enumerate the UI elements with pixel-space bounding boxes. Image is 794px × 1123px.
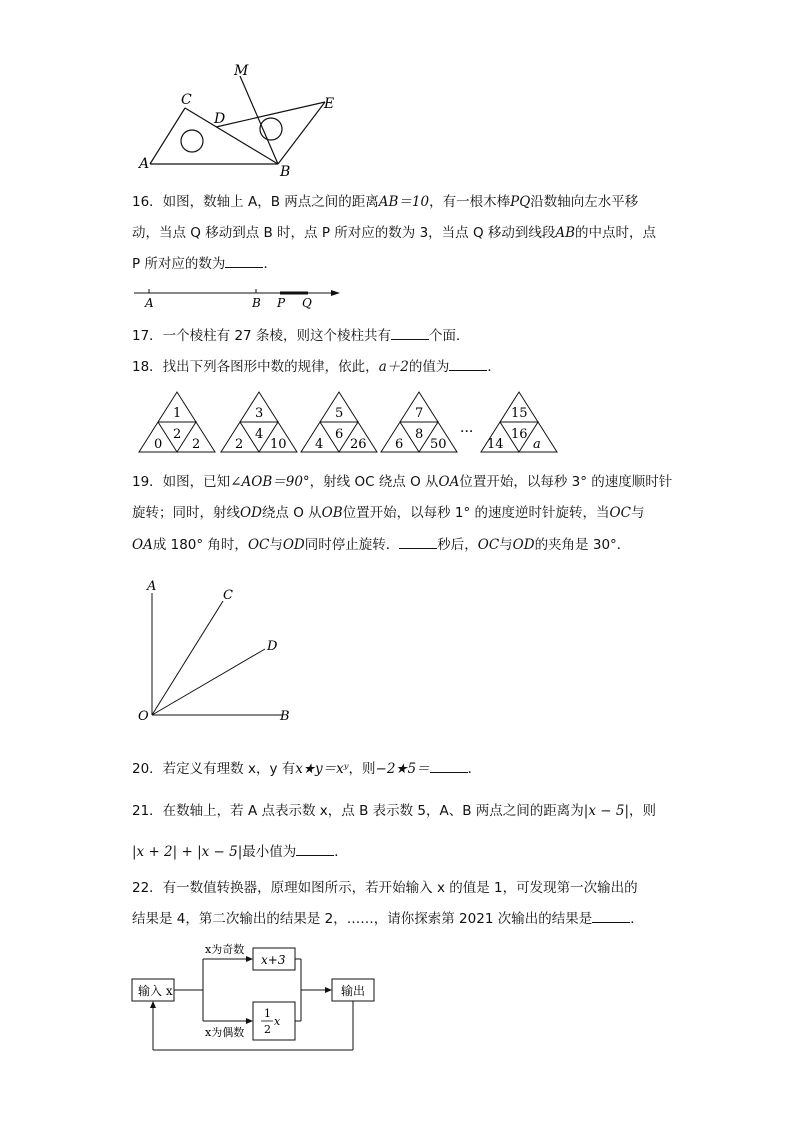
label-M: M xyxy=(234,63,249,79)
tri2-left: 2 xyxy=(235,437,244,452)
tri2-top: 3 xyxy=(255,406,264,421)
q19-angle-figure xyxy=(135,575,305,730)
q16-line1: 16．如图，数轴上 A，B 两点之间的距离AB＝10，有一根木棒PQ沿数轴向左水平移 xyxy=(132,194,639,210)
tri5-mid: 16 xyxy=(511,427,528,442)
tri3-right: 26 xyxy=(350,437,367,452)
odd-branch-label: x为奇数 xyxy=(205,943,245,956)
q22-line1: 22．有一数值转换器，原理如图所示，若开始输入 x 的值是 1，可发现第一次输出的 xyxy=(132,880,638,896)
label-D: D xyxy=(214,111,226,127)
label-C: C xyxy=(181,92,192,108)
q18-line: 18．找出下列各图形中数的规律，依此，a＋2的值为 ． xyxy=(132,359,501,375)
label-A: A xyxy=(147,579,157,594)
fig15-geometry-figure xyxy=(130,60,350,185)
even-box-variable: x xyxy=(274,1015,281,1028)
tri4-left: 6 xyxy=(395,437,404,452)
ellipsis: ··· xyxy=(460,424,474,440)
tri5-right: a xyxy=(533,437,541,452)
answer-blank[interactable] xyxy=(225,255,263,268)
answer-blank[interactable] xyxy=(430,760,468,773)
q16-line3: P 所对应的数为 ． xyxy=(132,256,277,272)
q19-line1: 19．如图，已知∠AOB＝90°，射线 OC 绕点 O 从OA位置开始，以每秒 3° 的速度顺时针 xyxy=(132,474,673,490)
tri1-mid: 2 xyxy=(173,427,182,442)
tri2-right: 10 xyxy=(270,437,287,452)
odd-box-expression: x+3 xyxy=(261,953,286,967)
tri1-left: 0 xyxy=(154,437,163,452)
answer-blank[interactable] xyxy=(399,536,437,549)
answer-blank[interactable] xyxy=(391,327,429,340)
tri2-mid: 4 xyxy=(255,427,264,442)
tri4-mid: 8 xyxy=(415,427,424,442)
tri5-left: 14 xyxy=(487,437,504,452)
answer-blank[interactable] xyxy=(592,910,630,923)
q21-line1: 21．在数轴上，若 A 点表示数 x，点 B 表示数 5，A、B 两点之间的距离为|x − 5|，则 xyxy=(132,803,656,819)
label-B: B xyxy=(280,164,291,180)
input-box-label: 输入 x xyxy=(138,984,173,998)
even-box-denominator: 2 xyxy=(264,1023,271,1036)
tri1-right: 2 xyxy=(192,437,201,452)
label-E: E xyxy=(324,96,335,112)
tri3-left: 4 xyxy=(315,437,324,452)
tri3-top: 5 xyxy=(335,406,344,421)
axis-label-A: A xyxy=(145,296,154,310)
axis-label-B: B xyxy=(252,296,261,310)
q19-line3: OA成 180° 角时，OC与OD同时停止旋转． 秒后，OC与OD的夹角是 30°． xyxy=(132,537,631,553)
q16-number-line xyxy=(130,283,350,313)
even-branch-label: x为偶数 xyxy=(205,1026,245,1039)
even-box-numerator: 1 xyxy=(264,1007,271,1020)
tri1-top: 1 xyxy=(173,406,182,421)
q20-line: 20．若定义有理数 x，y 有x★y＝xʸ，则−2★5＝ ． xyxy=(132,761,482,777)
q18-triangle-sequence xyxy=(135,388,565,456)
tri4-right: 50 xyxy=(430,437,447,452)
q19-line2: 旋转；同时，射线OD绕点 O 从OB位置开始，以每秒 1° 的速度逆时针旋转，当OC与 xyxy=(132,505,645,521)
tri3-mid: 6 xyxy=(335,427,344,442)
axis-label-Q: Q xyxy=(302,296,312,310)
q22-flowchart xyxy=(125,938,385,1058)
answer-blank[interactable] xyxy=(449,358,487,371)
label-A: A xyxy=(139,156,150,172)
label-C: C xyxy=(223,588,233,603)
label-B: B xyxy=(280,709,290,724)
q21-line2: |x + 2| + |x − 5|最小值为 ． xyxy=(132,844,348,860)
q16-line2: 动，当点 Q 移动到点 B 时，点 P 所对应的数为 3，当点 Q 移动到线段AB的中点时，点 xyxy=(132,225,657,241)
answer-blank[interactable] xyxy=(296,843,334,856)
tri4-top: 7 xyxy=(415,406,424,421)
q22-line2: 结果是 4，第二次输出的结果是 2，……，请你探索第 2021 次输出的结果是 ． xyxy=(132,911,644,927)
axis-label-P: P xyxy=(277,296,286,310)
tri5-top: 15 xyxy=(511,406,528,421)
label-D: D xyxy=(267,639,278,654)
output-box-label: 输出 xyxy=(341,984,366,998)
label-O: O xyxy=(138,709,149,724)
q17-line: 17．一个棱柱有 27 条棱，则这个棱柱共有 个面． xyxy=(132,328,470,344)
